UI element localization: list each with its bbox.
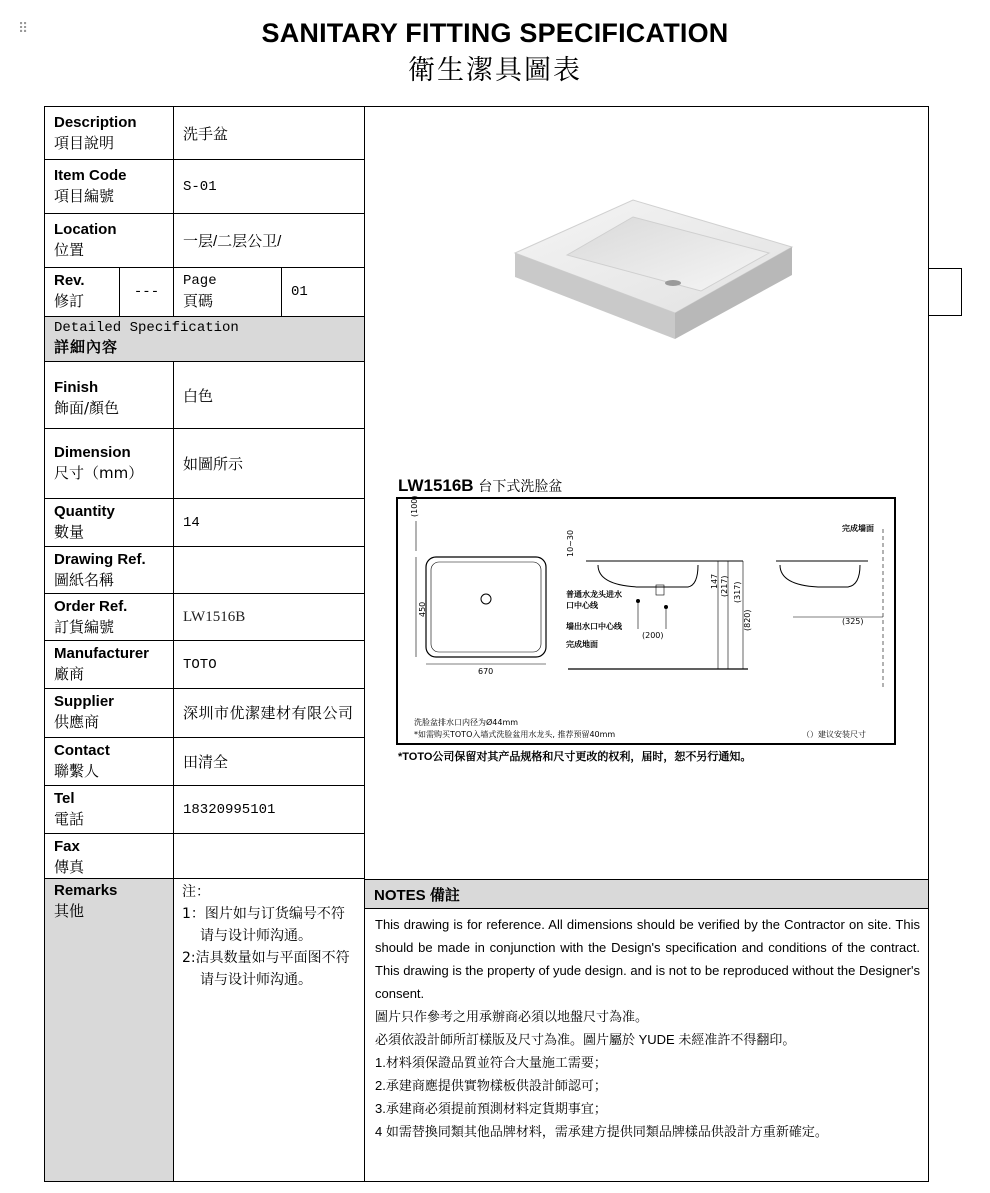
notes-line: 圖片只作參考之用承辦商必須以地盤尺寸為准。 [375, 1009, 649, 1024]
supplier-value: 深圳市优潔建材有限公司 [174, 689, 365, 738]
tel-label: Tel 電話 [45, 786, 174, 834]
detailed-spec-header: Detailed Specification 詳細內容 [45, 317, 365, 362]
drain-circle [481, 594, 491, 604]
item-code-value: S-01 [174, 160, 365, 214]
notes-header: NOTES 備註 [365, 879, 928, 909]
finish-label: Finish 飾面/顏色 [45, 362, 174, 429]
quantity-label: Quantity 數量 [45, 499, 174, 547]
location-label: Location 位置 [45, 214, 174, 268]
dim-100: (100) [410, 495, 419, 517]
drag-handle-icon[interactable]: ⠿ [18, 20, 27, 36]
description-value: 洗手盆 [174, 107, 365, 160]
drawing-title: LW1516B 台下式洗脸盆 [398, 476, 563, 495]
product-photo [505, 195, 795, 345]
drawing-frame [396, 497, 896, 745]
remarks-item: 1：图片如与订货编号不符请与设计师沟通。 [182, 906, 345, 944]
remarks-item: 2:洁具数量如与平面图不符请与设计师沟通。 [182, 950, 350, 988]
remarks-content [174, 879, 365, 1181]
page-label: Page 頁碼 [174, 268, 282, 317]
contact-value: 田清全 [174, 738, 365, 786]
label-finished-floor: 完成地面 [566, 640, 598, 649]
dimension-label: Dimension 尺寸（mm） [45, 429, 174, 499]
remarks-label: Remarks 其他 [45, 879, 174, 1181]
page-title: SANITARY FITTING SPECIFICATION [261, 18, 729, 48]
dim-317: (317) [733, 581, 742, 603]
dim-10-30: 10~30 [566, 529, 575, 557]
notes-en-text: This drawing is for reference. All dimensions should be verified by the Contractor on site. This should be made in conjunction with the Design's specification and conditions of the contract. This drawing is the property of yude design. and is not to be reproduced without the Designer's consent. [375, 917, 920, 1001]
dim-217: (217) [720, 575, 729, 597]
label-finished-wall: 完成墙面 [842, 524, 874, 533]
dim-325: (325) [842, 617, 864, 626]
technical-drawing [392, 472, 902, 772]
item-code-label: Item Code 項目編號 [45, 160, 174, 214]
quantity-value: 14 [174, 499, 365, 547]
order-ref-label: Order Ref. 訂貨編號 [45, 594, 174, 641]
label-faucet-note: *如需购买TOTO入墙式洗脸盆用水龙头, 推荐预留40mm [414, 730, 616, 739]
drawing-ref-value [174, 547, 365, 594]
manufacturer-value: TOTO [174, 641, 365, 689]
notes-line: 必須依設計師所訂樣版及尺寸為准。圖片屬於 YUDE 未經准許不得翻印。 [375, 1032, 796, 1047]
dim-147: 147 [710, 573, 719, 589]
page-value: 01 [282, 268, 365, 317]
basin-plan-inner [431, 562, 541, 652]
dim-670: 670 [478, 667, 494, 676]
drawing-footer: *TOTO公司保留对其产品规格和尺寸更改的权利，届时，恕不另行通知。 [398, 751, 752, 763]
label-wall-outlet: 墙出水口中心线 [566, 622, 622, 631]
order-ref-value: LW1516B [174, 594, 365, 641]
dim-200: (200) [642, 631, 664, 640]
notes-body [375, 913, 920, 1143]
tel-value: 18320995101 [174, 786, 365, 834]
basin-plan-outer [426, 557, 546, 657]
location-value: 一层/二层公卫/ [174, 214, 365, 268]
fax-label: Fax 傳真 [45, 834, 174, 879]
dim-820: (820) [743, 609, 752, 631]
supplier-label: Supplier 供應商 [45, 689, 174, 738]
notes-line: 3.承建商必須提前預測材料定貨期事宜； [375, 1101, 607, 1116]
remarks-head: 注： [182, 884, 210, 900]
manufacturer-label: Manufacturer 廠商 [45, 641, 174, 689]
contact-label: Contact 聯繫人 [45, 738, 174, 786]
drawing-ref-label: Drawing Ref. 圖紙名稱 [45, 547, 174, 594]
description-label: Description 項目說明 [45, 107, 174, 160]
dim-450: 450 [418, 601, 427, 617]
finish-value: 白色 [174, 362, 365, 429]
label-faucet-center: 普通水龙头进水口中心线 [566, 590, 622, 610]
dimension-value: 如圖所示 [174, 429, 365, 499]
notes-line: 4 如需替換同類其他品牌材料，需承建方提供同類品牌樣品供設計方重新確定。 [375, 1124, 828, 1139]
page-title-zh: 衛生潔具圖表 [408, 55, 582, 86]
side-tab [929, 268, 962, 316]
label-suggest: （）建议安装尺寸 [802, 730, 866, 739]
notes-line: 2.承建商應提供實物樣板供設計師認可； [375, 1078, 607, 1093]
fax-value [174, 834, 365, 879]
rev-label: Rev. 修訂 [45, 268, 120, 317]
notes-line: 1.材料須保證品質並符合大量施工需要； [375, 1055, 607, 1070]
rev-value: --- [120, 268, 174, 317]
label-drain-note: 洗脸盆排水口内径为Ø44mm [414, 718, 519, 727]
